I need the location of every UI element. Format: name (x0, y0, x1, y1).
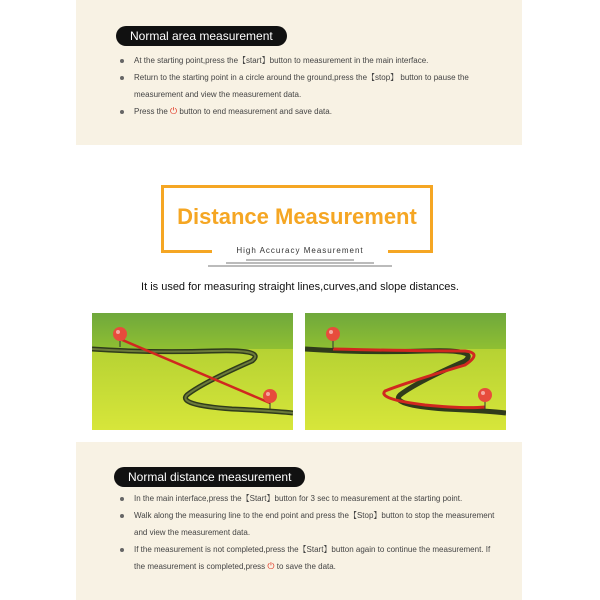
normal-distance-list (120, 490, 500, 575)
list-item (120, 103, 490, 120)
divider (226, 262, 374, 264)
list-item (120, 558, 500, 575)
normal-distance-panel (76, 442, 522, 600)
list-item-text: the measurement is completed,press (134, 562, 268, 571)
power-icon: ⏻ (267, 561, 275, 571)
normal-area-heading: Normal area measurement (116, 26, 287, 46)
field-photo-curve (305, 313, 506, 430)
list-item-text: Press the (134, 107, 171, 116)
field-photo-straight (92, 313, 293, 430)
divider (246, 259, 354, 261)
list-item-text: button to end measurement and save data. (177, 107, 332, 116)
normal-area-panel (76, 0, 522, 145)
list-item-text: to save the data. (274, 562, 336, 571)
list-item: In the main interface,press the【Start】button for 3 sec to measurement at the starting point. (120, 490, 500, 507)
list-item: If the measurement is not completed,press the【Start】button again to continue the measurement. If (120, 541, 500, 558)
list-item: Return to the starting point in a circle around the ground,press the【stop】 button to pause the measurement and view the measurement data. (120, 69, 490, 103)
normal-area-list (120, 52, 490, 120)
page-subtitle: High Accuracy Measurement (212, 244, 388, 258)
divider (208, 265, 392, 267)
distance-title-box (161, 185, 433, 253)
intro-text: It is used for measuring straight lines,curves,and slope distances. (141, 281, 459, 293)
list-item: At the starting point,press the【start】button to measurement in the main interface. (120, 52, 490, 69)
normal-distance-heading: Normal distance measurement (114, 467, 305, 487)
power-icon: ⏻ (170, 106, 178, 116)
page-title: Distance Measurement (177, 204, 417, 229)
list-item: Walk along the measuring line to the end point and press the【Stop】button to stop the measurement and view the measurement data. (120, 507, 500, 541)
